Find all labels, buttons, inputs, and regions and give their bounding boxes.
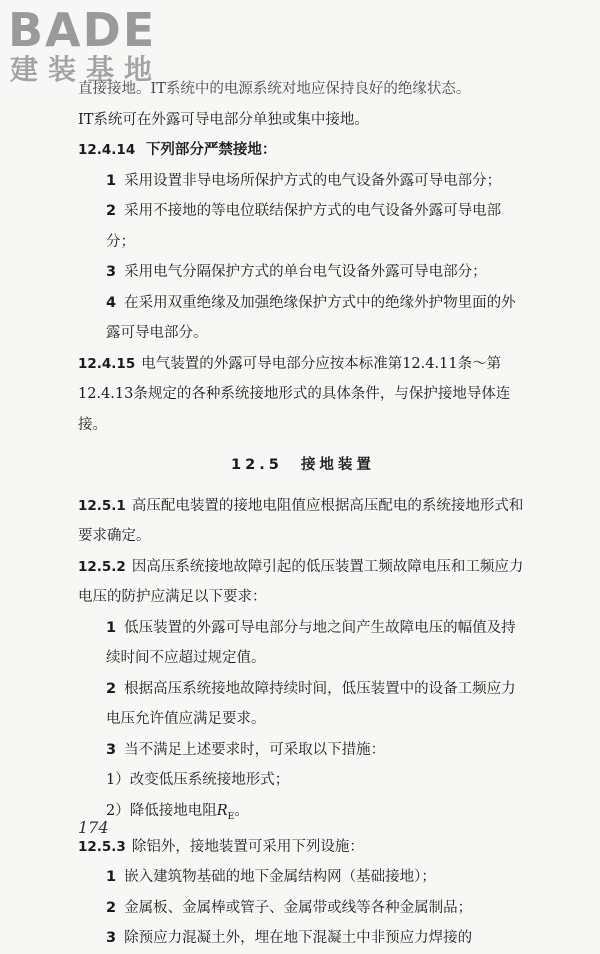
item-number: 1: [106, 619, 117, 636]
item-text: 采用不接地的等电位联结保护方式的电气设备外露可导电部分；: [106, 203, 502, 250]
list-item: [78, 735, 528, 766]
item-number: 2: [106, 680, 117, 697]
list-item: [78, 923, 528, 954]
resistance-subscript: E: [227, 811, 235, 822]
item-text: 嵌入建筑物基础的地下金属结构网（基础接地）；: [124, 869, 436, 886]
list-item: [78, 862, 528, 893]
intro-line-1: 直接接地。IT系统中的电源系统对地应保持良好的绝缘状态。: [78, 81, 471, 97]
list-item: [78, 893, 528, 924]
clause-number: 12.5.3: [78, 838, 126, 855]
item-text: 在采用双重绝缘及加强绝缘保护方式中的绝缘外护物里面的外露可导电部分。: [106, 294, 516, 341]
sub-item-text: 1）改变低压系统接地形式；: [106, 772, 290, 788]
item-number: 3: [106, 741, 117, 758]
item-text: 除预应力混凝土外，埋在地下混凝土中非预应力焊接的: [124, 930, 473, 947]
section-title: 接地装置: [300, 457, 375, 473]
clause-title: 下列部分严禁接地：: [145, 141, 277, 158]
clause-12-4-14: [78, 135, 528, 166]
clause-number: 12.5.2: [78, 558, 126, 575]
clause-text: 除铝外，接地装置可采用下列设施：: [131, 838, 364, 855]
logo-subtitle: 建装基地: [10, 53, 163, 86]
list-item: [78, 166, 528, 197]
item-number: 4: [106, 294, 117, 311]
document-page: [78, 74, 528, 954]
resistance-symbol: R: [216, 802, 228, 819]
item-text: 根据高压系统接地故障持续时间，低压装置中的设备工频应力电压允许值应满足要求。: [106, 680, 516, 727]
list-item: [78, 257, 528, 288]
item-text: 采用电气分隔保护方式的单台电气设备外露可导电部分；: [124, 264, 487, 280]
section-heading: [78, 450, 528, 481]
intro-line-2: IT系统可在外露可导电部分单独或集中接地。: [78, 111, 369, 128]
list-item: [78, 196, 528, 257]
list-item: [78, 674, 528, 735]
item-number: 2: [106, 203, 117, 219]
item-number: 1: [106, 172, 117, 189]
clause-12-5-2: [78, 552, 528, 613]
sub-item: [78, 796, 528, 832]
item-number: 1: [106, 869, 117, 886]
clause-text: 因高压系统接地故障引起的低压装置工频故障电压和工频应力电压的防护应满足以下要求：: [78, 558, 524, 605]
clause-text: 高压配电装置的接地电阻值应根据高压配电的系统接地形式和要求确定。: [78, 497, 524, 544]
item-text: 低压装置的外露可导电部分与地之间产生故障电压的幅值及持续时间不应超过规定值。: [106, 619, 516, 666]
page-number: 174: [78, 818, 109, 837]
list-item: [78, 613, 528, 674]
clause-number: 12.4.14: [78, 142, 136, 158]
item-text: 采用设置非导电场所保护方式的电气设备外露可导电部分；: [124, 172, 502, 189]
list-item: [78, 288, 528, 349]
sub-item: [78, 765, 528, 796]
item-text: 当不满足上述要求时，可采取以下措施：: [124, 741, 386, 758]
clause-number: 12.5.1: [78, 497, 126, 514]
item-number: 3: [106, 264, 117, 280]
item-text: 金属板、金属棒或管子、金属带或线等各种金属制品；: [124, 899, 473, 916]
sub-item-end: 。: [234, 802, 249, 819]
item-number: 2: [106, 899, 117, 916]
logo-word: BADE: [8, 3, 157, 57]
sub-item-text: 2）降低接地电阻: [106, 802, 217, 819]
clause-12-5-3: [78, 832, 528, 863]
clause-text: 电气装置的外露可导电部分应按本标准第12.4.11条～第12.4.13条规定的各种系统接地形式的具体条件，与保护接地导体连接。: [78, 355, 511, 433]
clause-12-4-15: [78, 349, 528, 441]
item-number: 3: [106, 930, 117, 947]
section-number: 12.5: [231, 457, 283, 473]
clause-12-5-1: [78, 491, 528, 552]
clause-number: 12.4.15: [78, 355, 136, 372]
